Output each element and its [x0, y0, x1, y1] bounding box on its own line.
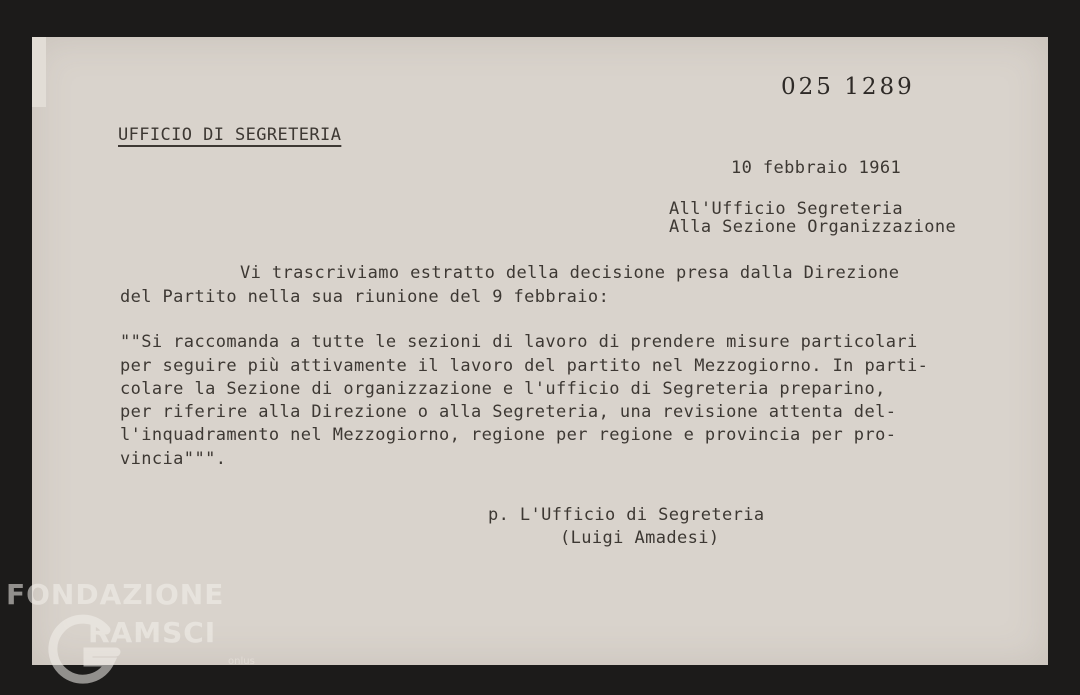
intro-line: del Partito nella sua riunione del 9 febbraio:: [120, 287, 610, 307]
watermark-text: onlus: [228, 656, 255, 667]
watermark-text: FONDAZIONE: [6, 578, 225, 611]
signature-name: (Luigi Amadesi): [560, 528, 720, 548]
paper-torn-edge: [32, 37, 46, 107]
document-number: 025 1289: [781, 74, 915, 100]
quote-line: vincia""".: [120, 449, 227, 469]
letter-date: 10 febbraio 1961: [731, 158, 902, 178]
quote-line: per seguire più attivamente il lavoro del partito nel Mezzogiorno. In parti-: [120, 356, 929, 376]
quote-line: ""Si raccomanda a tutte le sezioni di lavoro di prendere misure particolari: [120, 332, 918, 352]
quote-line: per riferire alla Direzione o alla Segreteria, una revisione attenta del-: [120, 402, 897, 422]
signature-office: p. L'Ufficio di Segreteria: [488, 505, 765, 525]
quote-line: colare la Sezione di organizzazione e l'ufficio di Segreteria preparino,: [120, 379, 886, 399]
intro-line: Vi trascriviamo estratto della decisione presa dalla Direzione: [240, 263, 900, 283]
quote-line: l'inquadramento nel Mezzogiorno, regione per regione e provincia per pro-: [120, 425, 897, 445]
watermark-text: RAMSCI: [88, 616, 217, 649]
fondazione-gramsci-watermark: [6, 578, 276, 688]
recipient-line: Alla Sezione Organizzazione: [669, 217, 957, 237]
recipient-line: All'Ufficio Segreteria: [669, 199, 903, 219]
office-heading: UFFICIO DI SEGRETERIA: [118, 125, 342, 145]
